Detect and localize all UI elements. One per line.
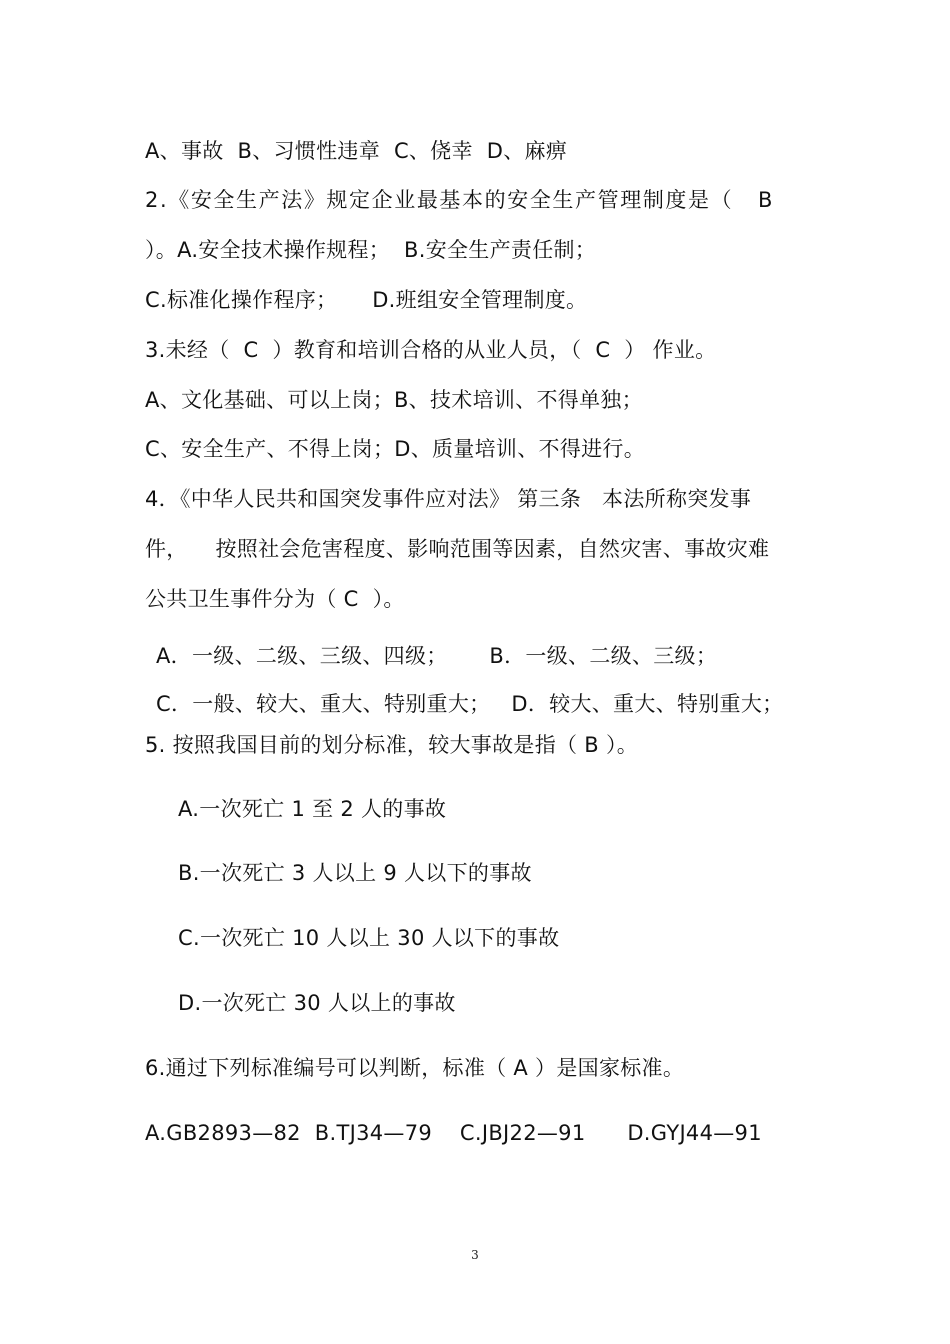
q3-options-ab: A、文化基础、可以上岗；B、技术培训、不得单独； (145, 388, 643, 412)
q3-stem: 3.未经（ C ）教育和培训合格的从业人员，（ C ） 作业。 (145, 338, 717, 362)
q6-options: A.GB2893—82 B.TJ34—79 C.JBJ22—91 D.GYJ44—91 (145, 1121, 762, 1145)
q4-stem-line-1: 4．《中华人民共和国突发事件应对法》 第三条 本法所称突发事 (145, 487, 752, 511)
q5-option-b: B.一次死亡 3 人以上 9 人以下的事故 (178, 861, 532, 885)
q5-stem: 5. 按照我国目前的划分标准，较大事故是指（ B ）。 (145, 733, 639, 757)
q6-stem: 6.通过下列标准编号可以判断，标准（ A ）是国家标准。 (145, 1056, 685, 1080)
q3-options-cd: C、安全生产、不得上岗；D、质量培训、不得进行。 (145, 437, 646, 461)
q2-options-ab: ）。A.安全技术操作规程； B.安全生产责任制； (145, 238, 597, 262)
q4-options-cd: C．一般、较大、重大、特别重大； D．较大、重大、特别重大； (156, 692, 784, 716)
q2-stem: 2.《安全生产法》规定企业最基本的安全生产管理制度是（ B (145, 188, 775, 212)
q4-stem-line-2: 件， 按照社会危害程度、影响范围等因素，自然灾害、事故灾难 (145, 537, 770, 561)
q5-option-a: A.一次死亡 1 至 2 人的事故 (178, 797, 447, 821)
q1-options: A、事故 B、习惯性违章 C、侥幸 D、麻痹 (145, 139, 568, 163)
q4-options-ab: A．一级、二级、三级、四级； B．一级、二级、三级； (156, 644, 718, 668)
q2-options-cd: C.标准化操作程序； D.班组安全管理制度。 (145, 288, 588, 312)
page-number: 3 (471, 1248, 479, 1262)
q5-option-d: D.一次死亡 30 人以上的事故 (178, 991, 456, 1015)
q5-option-c: C.一次死亡 10 人以上 30 人以下的事故 (178, 926, 560, 950)
q4-stem-line-3: 公共卫生事件分为（ C ）。 (145, 587, 405, 611)
